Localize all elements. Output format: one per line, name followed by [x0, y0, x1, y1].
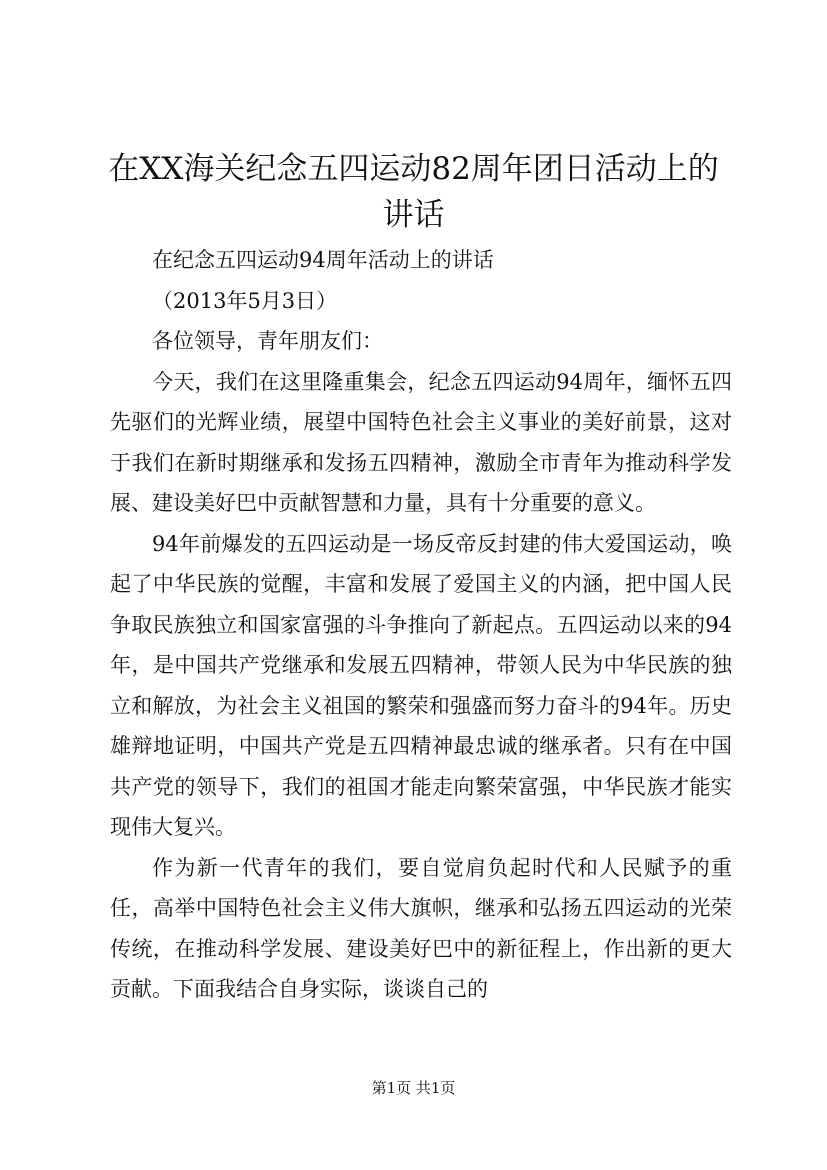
page-footer: 第1页 共1页 — [371, 1079, 456, 1097]
salutation: 各位领导，青年朋友们： — [152, 329, 383, 353]
document-body — [110, 240, 732, 1010]
speech-date: （2013年5月3日） — [152, 288, 338, 313]
paragraph-youth: 作为新一代青年的我们，要自觉肩负起时代和人民赋予的重任，高举中国特色社会主义伟大旗帜，继承和弘扬五四运动的光荣传统，在推动科学发展、建设美好巴中的新征程上，作出新的更大贡献。下面我结合自身实际，谈谈自己的 — [110, 855, 732, 1001]
paragraph-intro: 今天，我们在这里隆重集会，纪念五四运动94周年，缅怀五四先驱们的光辉业绩，展望中国特色社会主义事业的美好前景，这对于我们在新时期继承和发扬五四精神，激励全市青年为推动科学发展、建设美好巴中贡献智慧和力量，具有十分重要的意义。 — [110, 369, 732, 515]
document-title: 在XX海关纪念五四运动82周年团日活动上的讲话 — [108, 151, 719, 233]
speech-subtitle: 在纪念五四运动94周年活动上的讲话 — [152, 248, 494, 272]
paragraph-history: 94年前爆发的五四运动是一场反帝反封建的伟大爱国运动，唤起了中华民族的觉醒，丰富和发展了爱国主义的内涵，把中国人民争取民族独立和国家富强的斗争推向了新起点。五四运动以来的94年，是中国共产党继承和发展五四精神，带领人民为中华民族的独立和解放，为社会主义祖国的繁荣和强盛而努力奋斗的94年。历史雄辩地证明，中国共产党是五四精神最忠诚的继承者。只有在中国共产党的领导下，我们的祖国才能走向繁荣富强，中华民族才能实现伟大复兴。 — [110, 531, 732, 839]
